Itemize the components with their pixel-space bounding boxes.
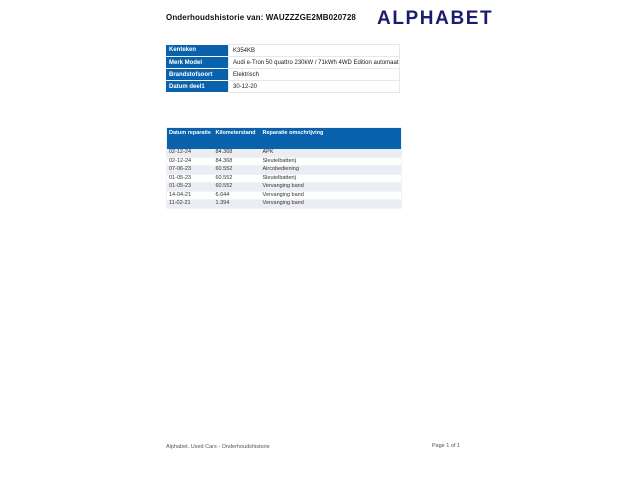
vehicle-row-label: Kenteken xyxy=(166,45,229,57)
history-row xyxy=(167,183,402,192)
vehicle-row-label: Merk Model xyxy=(166,57,229,69)
history-cell: 60.552 xyxy=(214,183,261,192)
history-header-row xyxy=(167,128,402,150)
history-cell: Sleutelbatterij xyxy=(261,157,402,166)
vehicle-row-value: K354KB xyxy=(229,45,400,57)
vehicle-row xyxy=(166,69,400,81)
history-cell: Aircobediening xyxy=(261,166,402,175)
history-cell: 02-12-24 xyxy=(167,157,214,166)
history-cell: 01-05-23 xyxy=(167,174,214,183)
alphabet-logo: ALPHABET xyxy=(377,8,494,29)
history-cell: 60.552 xyxy=(214,174,261,183)
page-number: Page 1 of 1 xyxy=(431,443,460,449)
history-cell: 84.368 xyxy=(214,157,261,166)
vehicle-row xyxy=(166,81,400,93)
vehicle-table-body xyxy=(166,45,400,93)
history-row xyxy=(167,174,402,183)
vehicle-row-value: Elektrisch xyxy=(229,69,400,81)
history-cell: APK xyxy=(261,149,402,157)
history-cell: 60.552 xyxy=(214,166,261,175)
vehicle-row xyxy=(166,45,400,57)
history-cell: 6.644 xyxy=(214,191,261,200)
history-cell: Vervanging band xyxy=(261,200,402,209)
history-cell: Vervanging band xyxy=(261,191,402,200)
vehicle-row-value: 30-12-20 xyxy=(229,81,400,93)
history-column-header: Reparatie omschrijving xyxy=(261,128,402,150)
vehicle-row-value: Audi e-Tron 50 quattro 230kW / 71kWh 4WD Edition automaat xyxy=(229,57,400,69)
history-row xyxy=(167,200,402,209)
history-cell: 14-04-21 xyxy=(167,191,214,200)
history-column-header: Kilometerstand xyxy=(214,128,261,150)
vehicle-row-label: Datum deel1 xyxy=(166,81,229,93)
vehicle-row xyxy=(166,57,400,69)
history-cell: Sleutelbatterij xyxy=(261,174,402,183)
history-column-header: Datum reparatie xyxy=(167,128,214,150)
footer-document-label: Alphabet. Used Cars - Onderhoudshistorie xyxy=(166,444,270,450)
history-cell: 11-02-21 xyxy=(167,200,214,209)
history-row xyxy=(167,149,402,157)
history-cell: 1.394 xyxy=(214,200,261,209)
history-cell: 01-05-23 xyxy=(167,183,214,192)
history-row xyxy=(167,191,402,200)
history-row xyxy=(167,166,402,175)
history-cell: 02-12-24 xyxy=(167,149,214,157)
history-cell: 07-06-23 xyxy=(167,166,214,175)
vehicle-info-table xyxy=(166,44,400,93)
history-cell: Vervanging band xyxy=(261,183,402,192)
history-cell: 84.368 xyxy=(214,149,261,157)
vehicle-row-label: Brandstofsoort xyxy=(166,69,229,81)
history-row xyxy=(167,157,402,166)
history-table-body xyxy=(167,149,402,208)
page-title: Onderhoudshistorie van: WAUZZZGE2MB020728 xyxy=(166,13,356,22)
maintenance-history-table xyxy=(166,127,402,209)
